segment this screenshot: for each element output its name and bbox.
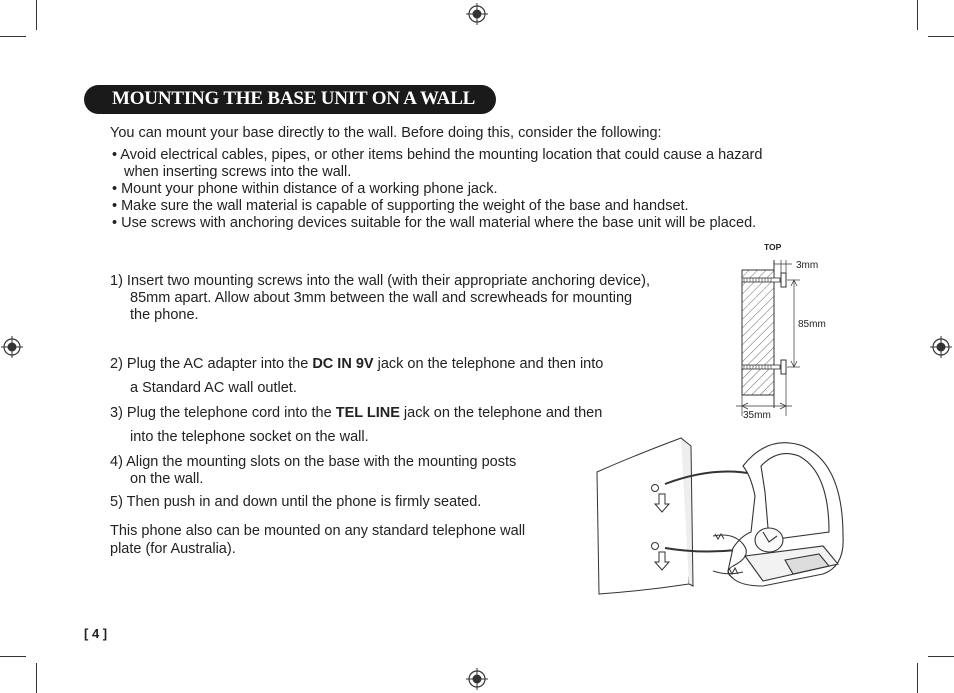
bullet-item: • Use screws with anchoring devices suitable for the wall material where the base unit will be placed. — [112, 215, 757, 231]
crop-mark — [917, 663, 918, 693]
step-2-line: a Standard AC wall outlet. — [130, 380, 297, 396]
step-1-line: the phone. — [130, 307, 199, 323]
page-number: [ 4 ] — [84, 626, 108, 641]
registration-mark-icon — [1, 336, 23, 358]
crop-mark — [0, 36, 26, 37]
step-2-text: 2) Plug the AC adapter into the — [110, 356, 313, 372]
step-3-text: 3) Plug the telephone cord into the — [110, 405, 336, 421]
step-2-line — [110, 356, 603, 374]
crop-mark — [928, 36, 954, 37]
step-5-line: 5) Then push in and down until the phone is firmly seated. — [110, 494, 482, 510]
base-unit — [728, 443, 843, 586]
step-3-text: jack on the telephone and then — [399, 405, 603, 421]
intro-text: You can mount your base directly to the wall. Before doing this, consider the following: — [110, 125, 662, 141]
bullet-item: • Avoid electrical cables, pipes, or other items behind the mounting location that could cause a hazard — [112, 147, 763, 163]
wall-section — [742, 270, 774, 395]
step-3-line — [110, 405, 602, 423]
bullet-item: • Mount your phone within distance of a working phone jack. — [112, 181, 498, 197]
crop-mark — [36, 0, 37, 30]
gap-dimension-label: 3mm — [796, 260, 819, 271]
step-4-line: on the wall. — [130, 471, 204, 487]
tel-line-label: TEL LINE — [335, 405, 400, 421]
crop-mark — [928, 656, 954, 657]
crop-mark — [917, 0, 918, 30]
depth-dimension-label: 35mm — [743, 410, 771, 421]
registration-mark-icon — [930, 336, 952, 358]
section-heading: MOUNTING THE BASE UNIT ON A WALL — [112, 88, 476, 109]
dc-in-label: DC IN 9V — [312, 356, 374, 372]
crop-mark — [36, 663, 37, 693]
crop-mark — [0, 656, 26, 657]
step-4-line: 4) Align the mounting slots on the base with the mounting posts — [110, 454, 517, 470]
registration-mark-icon — [466, 668, 488, 690]
bullet-item: • Make sure the wall material is capable of supporting the weight of the base and handset. — [112, 198, 689, 214]
bullet-item-continued: when inserting screws into the wall. — [124, 164, 352, 180]
note-line: plate (for Australia). — [110, 541, 236, 557]
step-1-line: 85mm apart. Allow about 3mm between the wall and screwheads for mounting — [130, 290, 633, 306]
screw-spacing-diagram — [730, 238, 840, 423]
base-unit-mounting-illustration — [593, 436, 851, 596]
step-1-line: 1) Insert two mounting screws into the wall (with their appropriate anchoring device), — [110, 273, 650, 289]
step-3-line: into the telephone socket on the wall. — [130, 429, 369, 445]
registration-mark-icon — [466, 3, 488, 25]
wall-plate — [597, 438, 693, 594]
note-line: This phone also can be mounted on any standard telephone wall — [110, 523, 526, 539]
spacing-dimension-label: 85mm — [798, 319, 826, 330]
section-heading-banner — [84, 85, 496, 114]
step-2-text: jack on the telephone and then into — [373, 356, 604, 372]
diagram-top-label: TOP — [764, 242, 782, 252]
